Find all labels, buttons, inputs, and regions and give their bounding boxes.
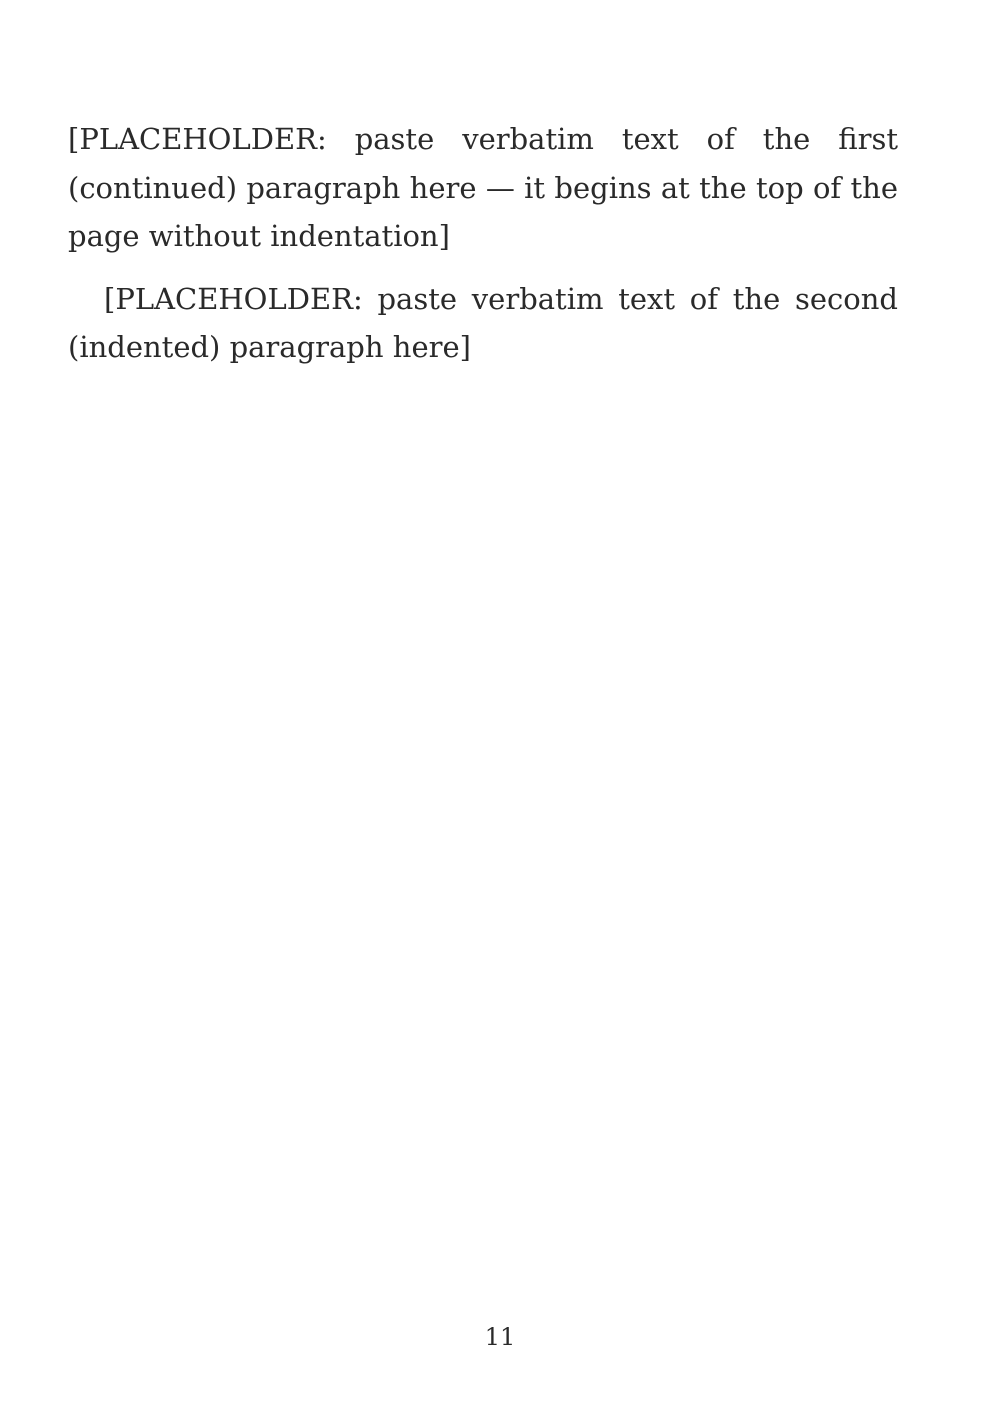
paragraph: [PLACEHOLDER: paste verbatim text of the second (indented) paragraph here] [68,281,898,364]
paragraph-continued: [PLACEHOLDER: paste verbatim text of the first (continued) paragraph here — it begins at the top of the page without indentation] [68,122,898,253]
body-text [68,115,898,1275]
page-number: 11 [484,1323,516,1351]
